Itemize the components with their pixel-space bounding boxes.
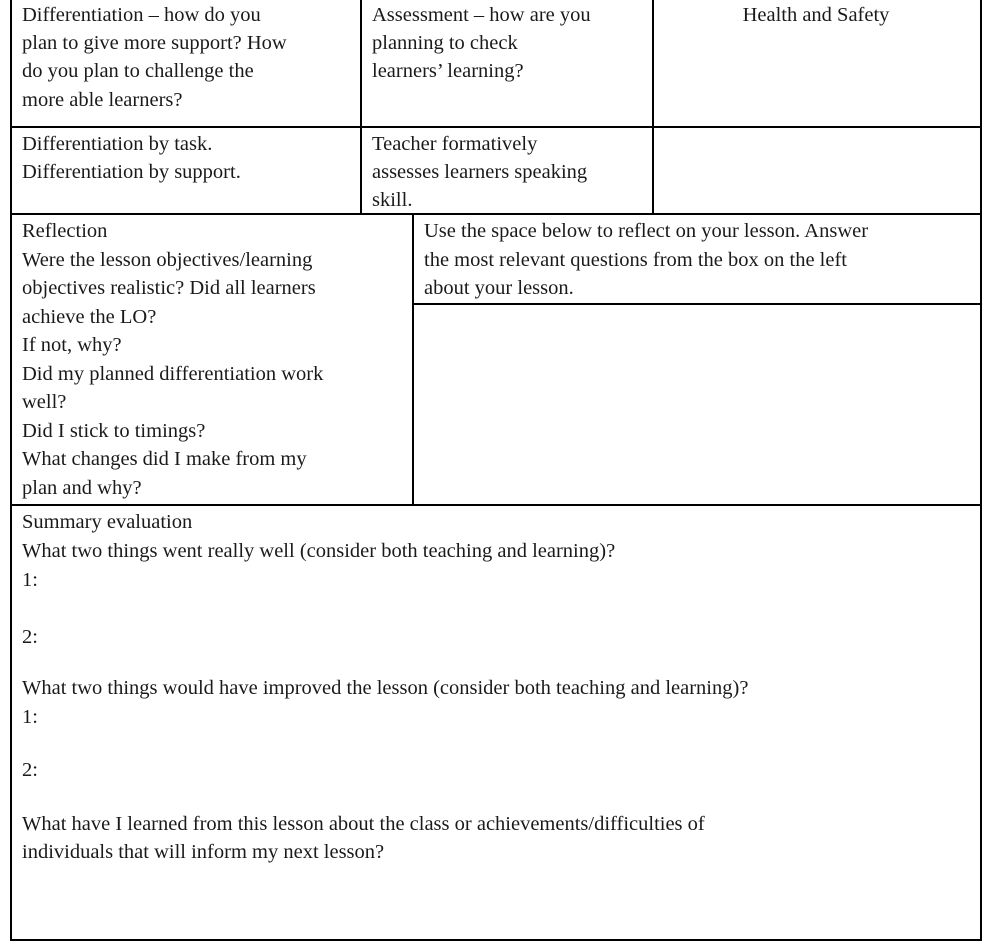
assessment-header-line-1: Assessment – how are you — [372, 4, 591, 26]
differentiation-header-line-2: plan to give more support? How — [22, 32, 287, 54]
reflection-question-line: Were the lesson objectives/learning — [22, 249, 313, 271]
assessment-content-line-3: skill. — [372, 189, 413, 211]
reflection-question-line: What changes did I make from my — [22, 448, 307, 470]
reflection-question-line: objectives realistic? Did all learners — [22, 277, 316, 299]
differentiation-content-line-1: Differentiation by task. — [22, 133, 213, 155]
health-safety-header: Health and Safety — [742, 4, 890, 26]
reflection-question-line: plan and why? — [22, 477, 142, 499]
differentiation-header-line-4: more able learners? — [22, 89, 183, 111]
health-safety-content-cell — [652, 126, 982, 215]
reflection-answer-area[interactable] — [412, 303, 982, 506]
reflection-question-line: Did my planned differentiation work — [22, 363, 324, 385]
learned-question-line-2: individuals that will inform my next lesson? — [22, 841, 385, 863]
reflection-question-line: Did I stick to timings? — [22, 420, 206, 442]
assessment-content-cell — [360, 126, 654, 215]
reflection-questions-cell — [10, 213, 414, 506]
health-safety-header-cell — [652, 0, 982, 128]
assessment-content-line-1: Teacher formatively — [372, 133, 538, 155]
differentiation-content-cell — [10, 126, 362, 215]
improve-question: What two things would have improved the lesson (consider both teaching and learning)? — [22, 677, 749, 699]
differentiation-header-line-3: do you plan to challenge the — [22, 60, 254, 82]
assessment-header-line-3: learners’ learning? — [372, 60, 524, 82]
improve-item-1[interactable]: 1: — [22, 706, 38, 728]
reflection-instruction-line-1: Use the space below to reflect on your lesson. Answer — [424, 220, 869, 242]
summary-title: Summary evaluation — [22, 511, 193, 533]
went-well-question: What two things went really well (consider both teaching and learning)? — [22, 540, 616, 562]
assessment-content-line-2: assesses learners speaking — [372, 161, 588, 183]
went-well-item-2[interactable]: 2: — [22, 626, 38, 648]
reflection-instruction-line-3: about your lesson. — [424, 277, 574, 299]
learned-question-line-1: What have I learned from this lesson about the class or achievements/difficulties of — [22, 813, 705, 835]
improve-item-2[interactable]: 2: — [22, 759, 38, 781]
reflection-question-line: If not, why? — [22, 334, 122, 356]
reflection-instruction-line-2: the most relevant questions from the box on the left — [424, 249, 848, 271]
differentiation-content-line-2: Differentiation by support. — [22, 161, 241, 183]
differentiation-header-line-1: Differentiation – how do you — [22, 4, 261, 26]
assessment-header-cell — [360, 0, 654, 128]
went-well-item-1[interactable]: 1: — [22, 569, 38, 591]
reflection-instruction-cell — [412, 213, 982, 305]
assessment-header-line-2: planning to check — [372, 32, 518, 54]
reflection-question-line: well? — [22, 391, 67, 413]
summary-evaluation-cell — [10, 504, 982, 941]
reflection-title: Reflection — [22, 220, 108, 242]
differentiation-header-cell — [10, 0, 362, 128]
reflection-question-line: achieve the LO? — [22, 306, 157, 328]
